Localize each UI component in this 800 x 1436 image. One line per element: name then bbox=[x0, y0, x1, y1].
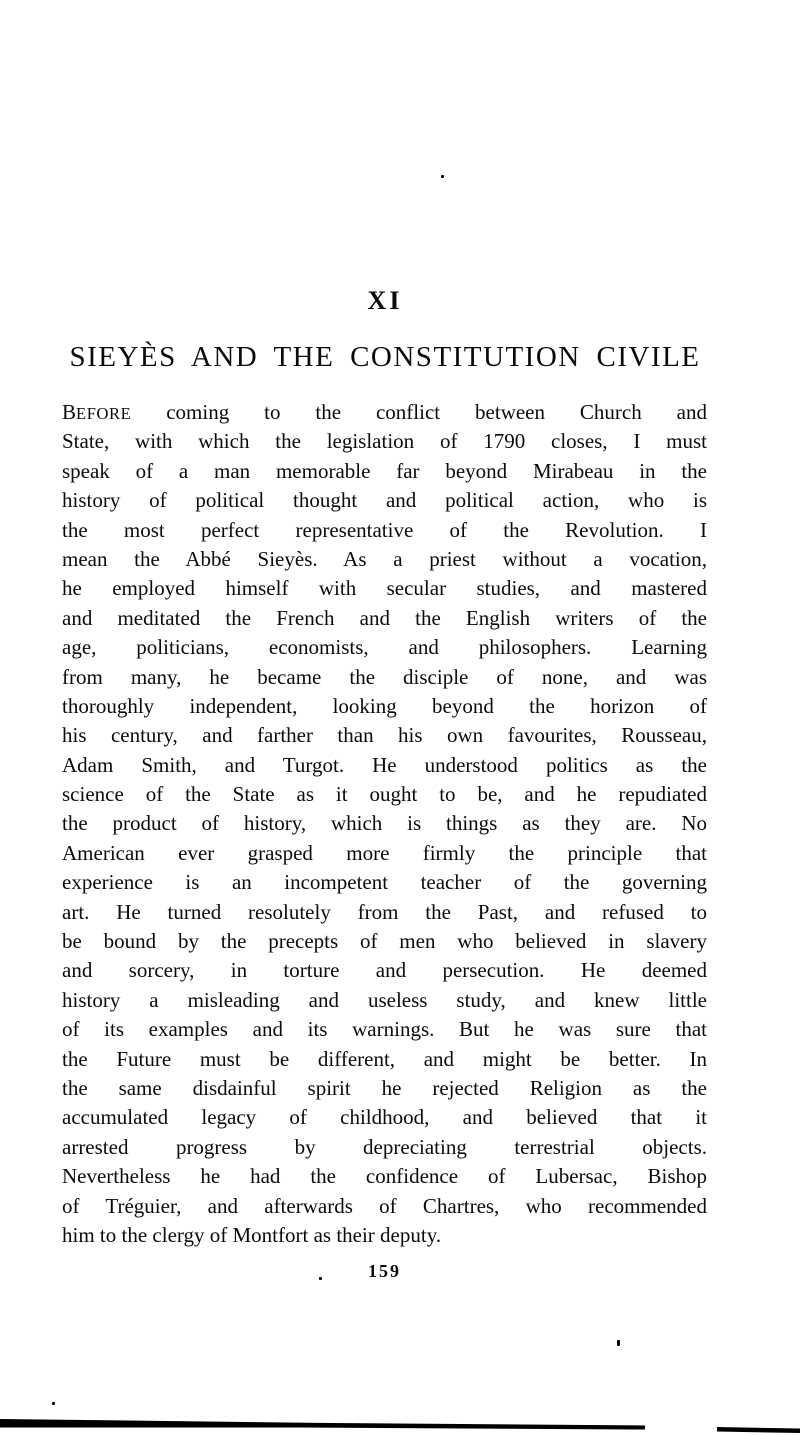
text-line: his century, and farther than his own favourites, Rousseau, bbox=[62, 723, 707, 748]
text-line: Nevertheless he had the confidence of Lubersac, Bishop bbox=[62, 1164, 707, 1189]
text-line: age, politicians, economists, and philosophers. Learning bbox=[62, 635, 707, 660]
text-line: of its examples and its warnings. But he was sure that bbox=[62, 1017, 707, 1042]
text-line: speak of a man memorable far beyond Mirabeau in the bbox=[62, 458, 707, 483]
text-line: American ever grasped more firmly the principle that bbox=[62, 840, 707, 865]
ink-speck bbox=[441, 175, 444, 178]
chapter-title: SIEYÈS AND THE CONSTITUTION CIVILE bbox=[69, 341, 701, 373]
text-line: he employed himself with secular studies, and mastered bbox=[62, 576, 707, 601]
body-text bbox=[62, 398, 707, 1250]
text-line: arrested progress by depreciating terrestrial objects. bbox=[62, 1134, 707, 1159]
text-line: history a misleading and useless study, and knew little bbox=[62, 987, 707, 1012]
text-line: the Future must be different, and might be better. In bbox=[62, 1046, 707, 1071]
text-line: of Tréguier, and afterwards of Chartres, who recommended bbox=[62, 1193, 707, 1218]
opening-small-caps: EFORE bbox=[76, 404, 132, 423]
text-line: the most perfect representative of the Revolution. I bbox=[62, 517, 707, 542]
ink-speck bbox=[617, 1340, 620, 1346]
text-line: accumulated legacy of childhood, and believed that it bbox=[62, 1105, 707, 1130]
text-line: him to the clergy of Montfort as their deputy. bbox=[62, 1222, 442, 1247]
text-line: mean the Abbé Sieyès. As a priest without a vocation, bbox=[62, 546, 707, 571]
chapter-number: XI bbox=[367, 286, 403, 315]
page-number: 159 bbox=[368, 1261, 401, 1281]
text-line: experience is an incompetent teacher of the governing bbox=[62, 870, 707, 895]
ink-speck bbox=[52, 1402, 55, 1405]
text-line: and meditated the French and the English writers of the bbox=[62, 605, 707, 630]
text-line: and sorcery, in torture and persecution. He deemed bbox=[62, 958, 707, 983]
text-line: Adam Smith, and Turgot. He understood politics as the bbox=[62, 752, 707, 777]
text-line: science of the State as it ought to be, and he repudiated bbox=[62, 782, 707, 807]
text-line: be bound by the precepts of men who believed in slavery bbox=[62, 929, 707, 954]
scan-artifact-bar bbox=[0, 1414, 800, 1436]
text-line: the same disdainful spirit he rejected Religion as the bbox=[62, 1075, 707, 1100]
ink-speck bbox=[319, 1277, 322, 1280]
text-line: State, with which the legislation of 1790 closes, I must bbox=[62, 429, 707, 454]
text-line: from many, he became the disciple of none, and was bbox=[62, 664, 707, 689]
text-line: art. He turned resolutely from the Past, and refused to bbox=[62, 899, 707, 924]
text-line-rest: coming to the conflict between Church and bbox=[166, 400, 707, 424]
text-line: thoroughly independent, looking beyond the horizon of bbox=[62, 693, 707, 718]
text-line bbox=[62, 398, 707, 427]
text-line: history of political thought and political action, who is bbox=[62, 488, 707, 513]
opening-initial: B bbox=[62, 400, 77, 424]
text-line: the product of history, which is things as they are. No bbox=[62, 811, 707, 836]
